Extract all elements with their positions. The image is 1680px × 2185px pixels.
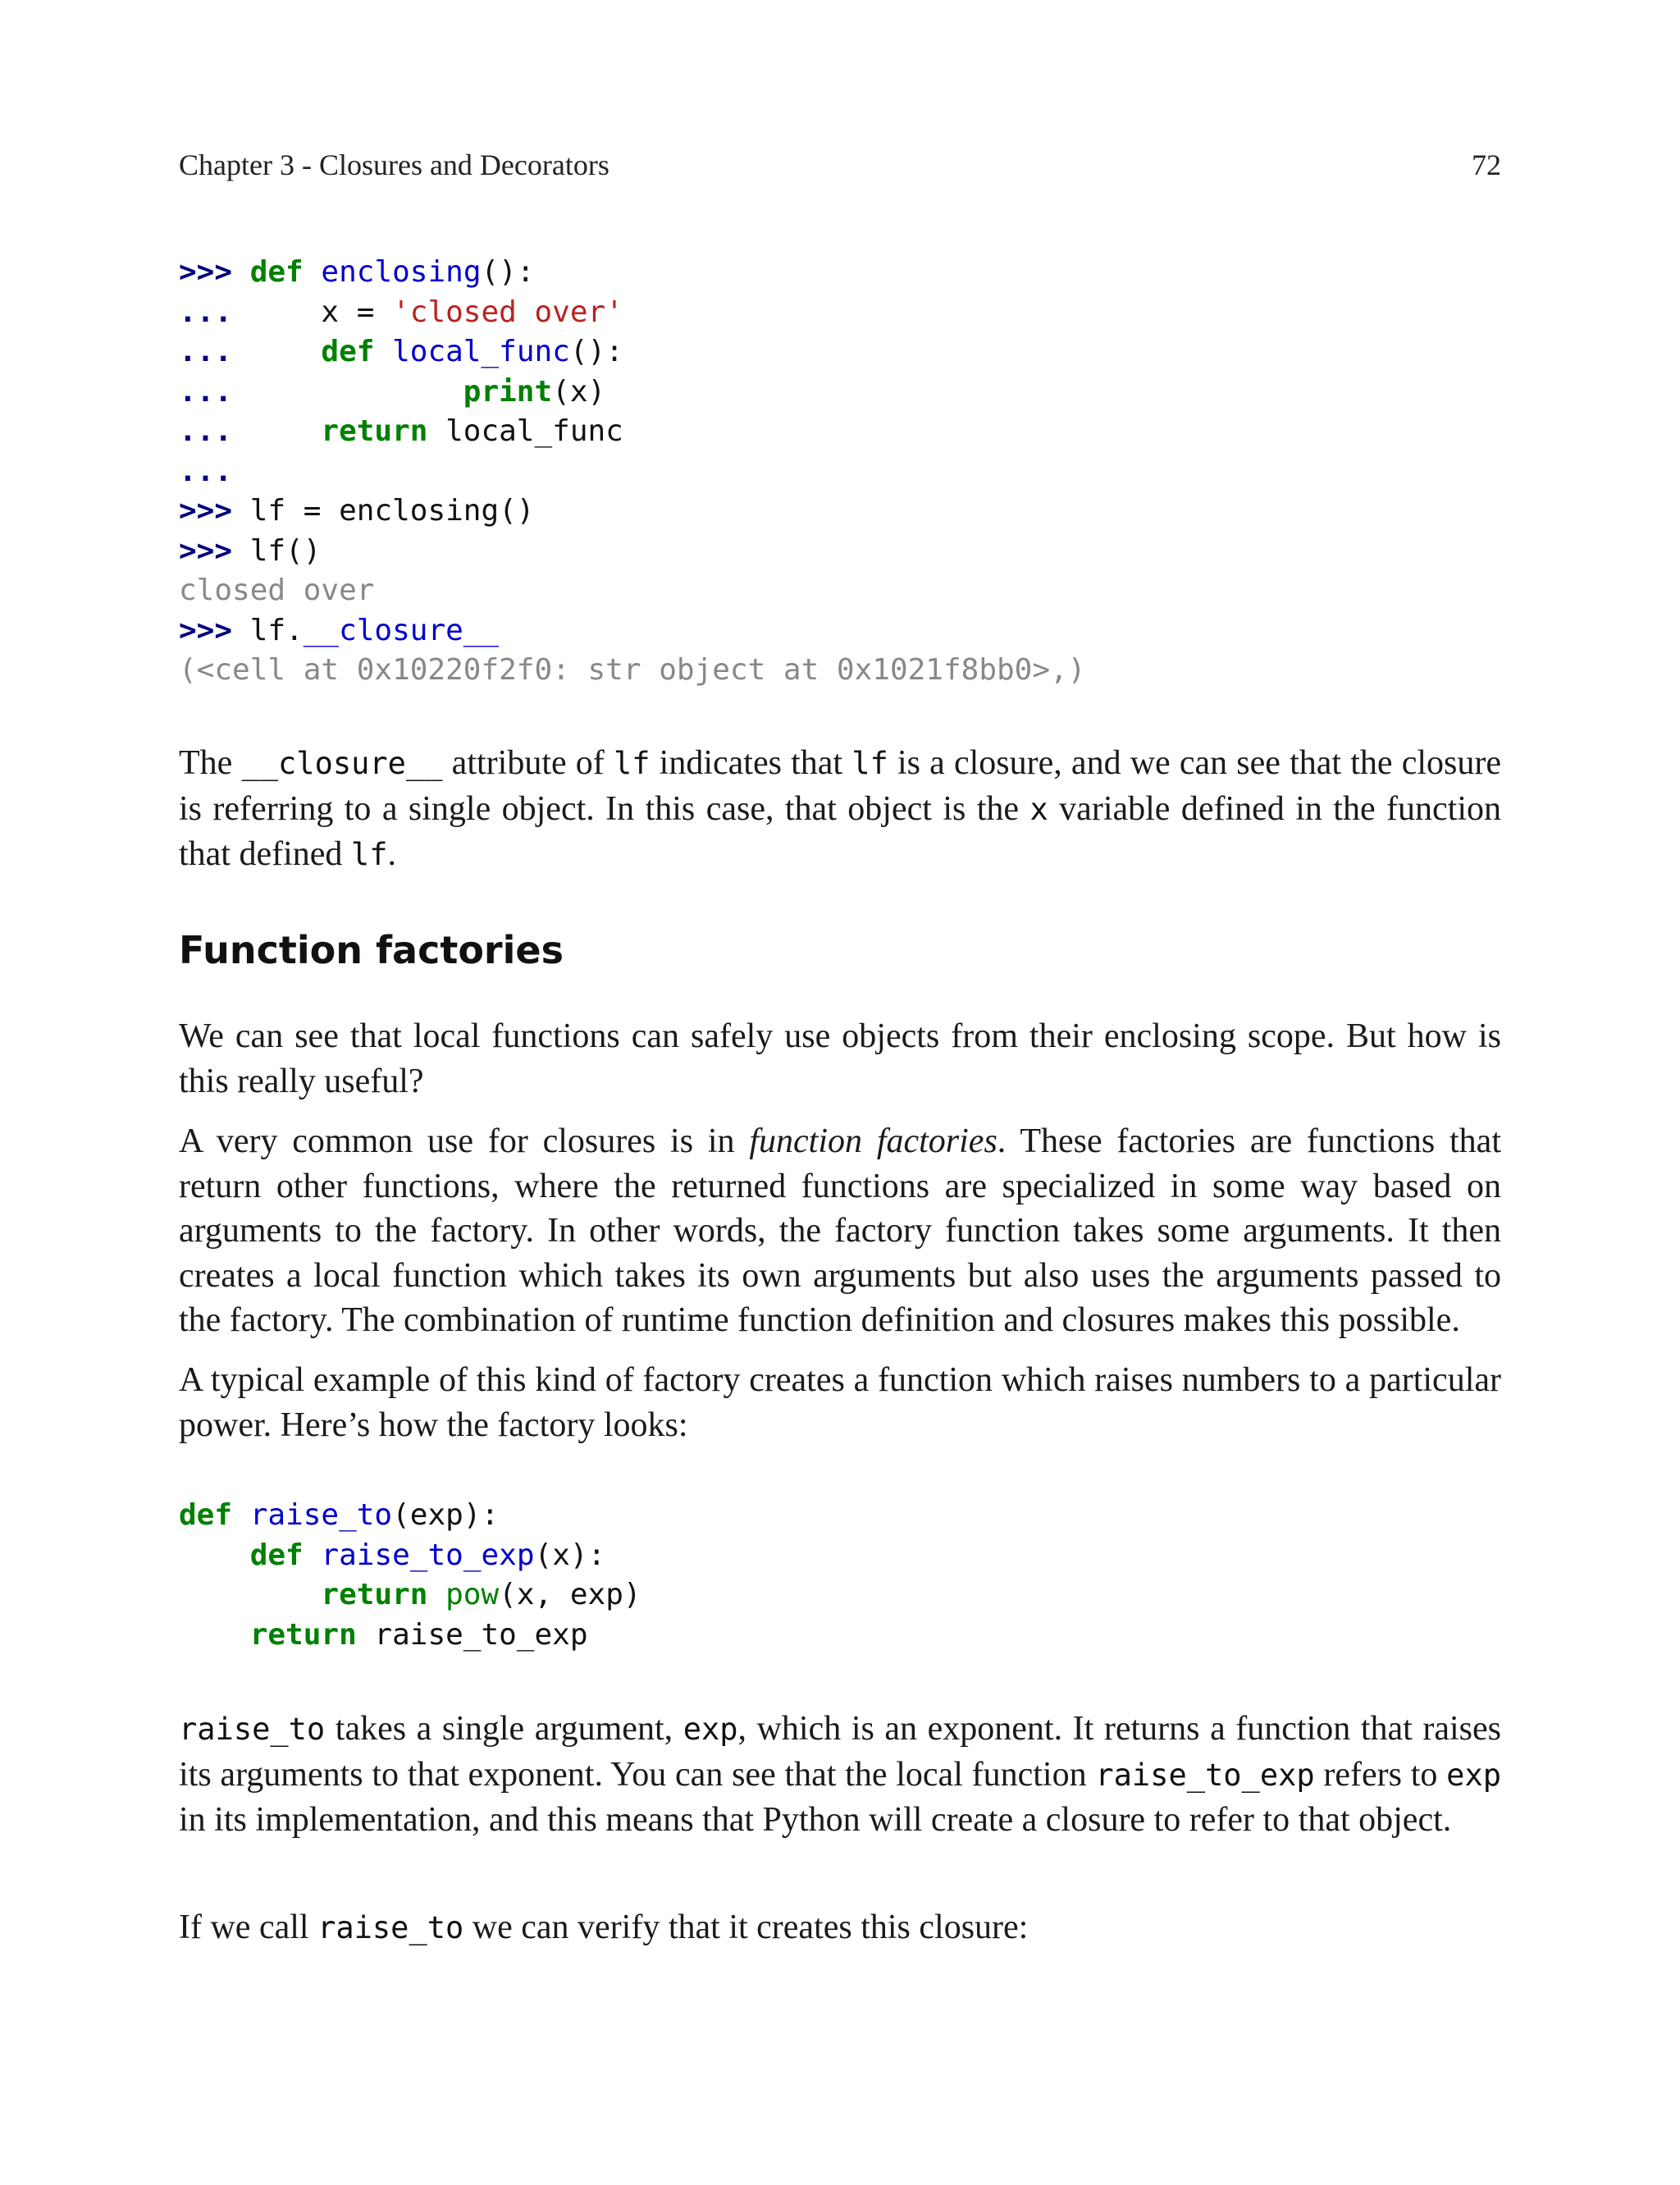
code-token: lf = enclosing() — [249, 494, 535, 528]
emphasis-text: function factories — [749, 1122, 998, 1160]
code-token: __closure__ — [303, 613, 500, 647]
paragraph-raise-to-explanation — [179, 1707, 1501, 1843]
code-token: (x, exp) — [499, 1578, 641, 1611]
code-token: (<cell at 0x10220f2f0: str object at 0x1021f8bb0>,) — [179, 653, 1086, 687]
inline-code: exp — [682, 1712, 738, 1747]
code-token: pow — [445, 1578, 500, 1611]
paragraph-verify-closure — [179, 1905, 1501, 1951]
code-line — [179, 491, 1085, 532]
code-token: def — [321, 335, 375, 368]
text-run: variable defined in the function that defined — [179, 789, 1501, 873]
text-run: The — [179, 744, 242, 782]
code-line — [179, 253, 1085, 293]
paragraph-closure-attribute — [179, 741, 1501, 878]
inline-code: exp — [1446, 1757, 1501, 1793]
code-line — [179, 571, 1085, 611]
code-line — [179, 532, 1085, 572]
page-header — [179, 144, 1501, 185]
code-token: raise_to — [249, 1498, 393, 1532]
code-token: 'closed over' — [392, 295, 623, 329]
code-token: (x) — [552, 374, 606, 409]
code-line — [179, 332, 1085, 373]
inline-code: raise_to_exp — [1095, 1757, 1315, 1793]
text-run: We can see that local functions can safely use objects from their enclosing scope. But how is this really useful? — [179, 1017, 1501, 1100]
code-token: local_func — [427, 414, 623, 448]
text-run: we can verify that it creates this closure: — [463, 1908, 1029, 1946]
code-token: (): — [569, 335, 623, 368]
code-token: local_func — [392, 335, 570, 368]
code-token: >>> — [179, 613, 250, 647]
code-line — [179, 611, 1085, 651]
code-token: print — [463, 374, 553, 409]
code-token: closed over — [179, 574, 375, 607]
text-run: attribute of — [442, 744, 614, 782]
text-run: . — [387, 835, 396, 873]
text-run: , which is an exponent. It returns a function that raises its arguments to that exponent. You can see that the local function — [179, 1710, 1501, 1794]
text-run: indicates that — [650, 744, 852, 782]
paragraph-typical-example — [179, 1358, 1501, 1447]
code-token: ... — [179, 454, 233, 488]
code-line — [179, 293, 1085, 333]
code-token — [427, 1578, 445, 1611]
inline-code: raise_to — [317, 1910, 464, 1945]
inline-code: __closure__ — [241, 746, 443, 781]
inline-code: lf — [851, 746, 888, 781]
text-run: is a closure, and we can see that the closure is referring to a single object. In this case, that object is the — [179, 744, 1502, 828]
code-token: raise_to_exp — [356, 1617, 588, 1652]
page-number: 72 — [1472, 149, 1501, 181]
code-token: return — [321, 414, 428, 448]
code-token: return — [249, 1617, 357, 1652]
code-line — [179, 452, 1085, 492]
code-token — [304, 1538, 322, 1572]
code-line — [179, 1536, 641, 1576]
code-token: ... — [179, 335, 322, 368]
paragraph-function-factories — [179, 1119, 1501, 1343]
code-token: (): — [481, 255, 535, 289]
code-line — [179, 651, 1085, 691]
chapter-title: Chapter 3 - Closures and Decorators — [179, 149, 609, 181]
code-token: lf() — [249, 533, 322, 568]
code-token: >>> — [179, 533, 250, 568]
code-token: (exp): — [392, 1498, 500, 1532]
paragraph-intro-factories — [179, 1014, 1501, 1104]
code-token: ... — [179, 414, 322, 448]
code-line — [179, 1496, 641, 1536]
code-token: raise_to_exp — [321, 1538, 535, 1572]
code-token: x = — [321, 295, 393, 329]
text-run: If we call — [179, 1908, 318, 1946]
text-run: refers to — [1314, 1755, 1447, 1794]
code-line — [179, 373, 1085, 413]
code-token: (x): — [534, 1538, 606, 1572]
text-run: . These factories are functions that return other functions, where the returned functions are specialized in some way based on arguments to the factory. In other words, the factory function takes some arguments. It then creates a local function which takes its own arguments but also uses the arguments passed to the factory. The combination of runtime function definition and closures makes this possible. — [179, 1122, 1501, 1339]
inline-code: x — [1029, 791, 1048, 827]
text-run: takes a single argument, — [325, 1710, 683, 1748]
code-line — [179, 1616, 641, 1656]
code-token: ... — [179, 374, 463, 409]
code-token — [179, 1618, 250, 1652]
code-token: ... — [179, 295, 322, 329]
code-token — [304, 255, 322, 289]
code-token — [179, 1578, 321, 1611]
code-line — [179, 412, 1085, 452]
text-run: A very common use for closures is in — [179, 1122, 750, 1160]
inline-code: raise_to — [179, 1712, 326, 1747]
code-token: enclosing — [321, 255, 482, 289]
text-run: in its implementation, and this means that Python will create a closure to refer to that object. — [179, 1801, 1452, 1839]
inline-code: lf — [350, 837, 388, 872]
code-block-closure-example — [179, 253, 1085, 691]
code-token: >>> — [179, 494, 250, 528]
code-token — [232, 1498, 250, 1532]
code-token: def — [249, 1538, 304, 1572]
code-block-raise-to — [179, 1496, 641, 1655]
code-token: def — [179, 1498, 233, 1532]
code-token: return — [321, 1578, 428, 1611]
inline-code: lf — [613, 746, 651, 781]
section-heading: Function factories — [179, 928, 564, 972]
code-token: def — [249, 255, 304, 289]
code-line — [179, 1575, 641, 1616]
text-run: A typical example of this kind of factory creates a function which raises numbers to a particular power. Here’s how the factory looks: — [179, 1361, 1501, 1444]
code-token — [374, 335, 392, 368]
code-token — [179, 1538, 250, 1572]
code-token: >>> — [179, 255, 250, 289]
code-token: lf. — [249, 613, 304, 647]
